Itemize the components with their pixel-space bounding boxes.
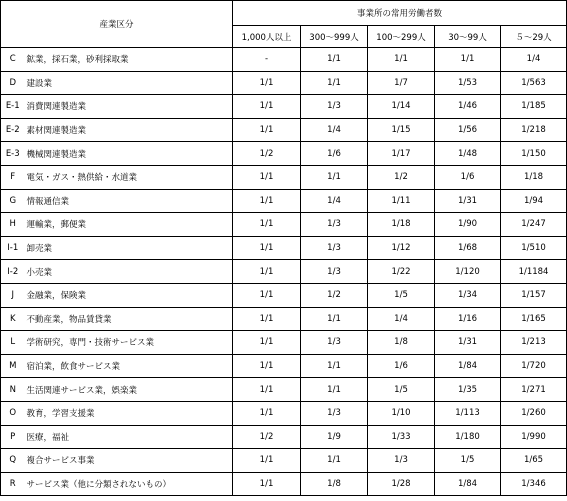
table-row bbox=[1, 71, 567, 95]
sampling-rate-cell: 1/1 bbox=[233, 283, 301, 307]
sampling-rate-cell: 1/1 bbox=[301, 48, 368, 72]
sampling-rate-cell: 1/3 bbox=[301, 236, 368, 260]
sampling-rate-cell: 1/1 bbox=[233, 449, 301, 473]
sampling-rate-cell: 1/4 bbox=[368, 307, 435, 331]
size-column-header: 1,000人以上 bbox=[233, 26, 301, 48]
table-row bbox=[1, 307, 567, 331]
sampling-rate-cell: 1/8 bbox=[368, 331, 435, 355]
sampling-rate-cell: 1/247 bbox=[501, 213, 567, 237]
sampling-rate-cell: 1/1 bbox=[301, 71, 368, 95]
sampling-rate-cell: 1/1 bbox=[301, 378, 368, 402]
sampling-rate-cell: 1/3 bbox=[368, 449, 435, 473]
sampling-rate-cell: 1/84 bbox=[435, 472, 501, 496]
industry-name: 鉱業，採石業，砂利採取業 bbox=[25, 48, 233, 72]
industry-code: O bbox=[1, 401, 25, 425]
industry-name: サービス業（他に分類されないもの） bbox=[25, 472, 233, 496]
sampling-rate-cell: 1/11 bbox=[368, 189, 435, 213]
sampling-rate-cell: 1/1 bbox=[233, 331, 301, 355]
table-row bbox=[1, 283, 567, 307]
sampling-rate-cell: 1/1 bbox=[233, 307, 301, 331]
sampling-rate-cell: 1/3 bbox=[301, 95, 368, 119]
sampling-rate-cell: 1/2 bbox=[368, 165, 435, 189]
sampling-rate-cell: 1/1 bbox=[233, 189, 301, 213]
industry-code: I-2 bbox=[1, 260, 25, 284]
sampling-rate-cell: 1/150 bbox=[501, 142, 567, 166]
sampling-rate-cell: 1/1 bbox=[233, 95, 301, 119]
sampling-rate-cell: 1/3 bbox=[301, 260, 368, 284]
sampling-rate-cell: 1/1 bbox=[233, 354, 301, 378]
industry-code: K bbox=[1, 307, 25, 331]
sampling-rate-cell: 1/5 bbox=[435, 449, 501, 473]
sampling-rate-cell: 1/157 bbox=[501, 283, 567, 307]
sampling-rate-cell: 1/990 bbox=[501, 425, 567, 449]
table-row bbox=[1, 189, 567, 213]
sampling-rate-cell: 1/14 bbox=[368, 95, 435, 119]
table-row bbox=[1, 236, 567, 260]
sampling-rate-cell: 1/7 bbox=[368, 71, 435, 95]
sampling-rate-cell: 1/5 bbox=[368, 283, 435, 307]
sampling-rate-cell: 1/90 bbox=[435, 213, 501, 237]
sampling-rate-cell: 1/260 bbox=[501, 401, 567, 425]
table-body bbox=[1, 48, 567, 496]
sampling-rate-cell: - bbox=[233, 48, 301, 72]
industry-name: 宿泊業，飲食サービス業 bbox=[25, 354, 233, 378]
sampling-rate-cell: 1/113 bbox=[435, 401, 501, 425]
sampling-rate-cell: 1/31 bbox=[435, 331, 501, 355]
sampling-rate-cell: 1/56 bbox=[435, 118, 501, 142]
sampling-rate-cell: 1/15 bbox=[368, 118, 435, 142]
table-row bbox=[1, 425, 567, 449]
sampling-rate-cell: 1/1 bbox=[301, 165, 368, 189]
industry-name: 運輸業，郵便業 bbox=[25, 213, 233, 237]
sampling-rate-cell: 1/2 bbox=[301, 283, 368, 307]
table-row bbox=[1, 354, 567, 378]
sampling-rate-cell: 1/1 bbox=[233, 165, 301, 189]
sampling-rate-cell: 1/185 bbox=[501, 95, 567, 119]
sampling-rate-cell: 1/6 bbox=[301, 142, 368, 166]
sampling-rate-cell: 1/2 bbox=[233, 142, 301, 166]
industry-code: E-3 bbox=[1, 142, 25, 166]
industry-code: E-1 bbox=[1, 95, 25, 119]
size-column-header: 300～999人 bbox=[301, 26, 368, 48]
industry-code: P bbox=[1, 425, 25, 449]
sampling-rate-cell: 1/33 bbox=[368, 425, 435, 449]
sampling-rate-cell: 1/1 bbox=[301, 449, 368, 473]
sampling-rate-cell: 1/48 bbox=[435, 142, 501, 166]
industry-name: 教育，学習支援業 bbox=[25, 401, 233, 425]
sampling-rate-cell: 1/31 bbox=[435, 189, 501, 213]
table-row bbox=[1, 378, 567, 402]
sampling-rate-cell: 1/1184 bbox=[501, 260, 567, 284]
sampling-rate-cell: 1/9 bbox=[301, 425, 368, 449]
sampling-rate-cell: 1/271 bbox=[501, 378, 567, 402]
industry-name: 電気・ガス・熱供給・水道業 bbox=[25, 165, 233, 189]
table-row bbox=[1, 401, 567, 425]
industry-name: 機械関連製造業 bbox=[25, 142, 233, 166]
sampling-rate-cell: 1/218 bbox=[501, 118, 567, 142]
industry-name: 卸売業 bbox=[25, 236, 233, 260]
industry-code: N bbox=[1, 378, 25, 402]
sampling-rate-cell: 1/6 bbox=[435, 165, 501, 189]
sampling-rate-cell: 1/3 bbox=[301, 331, 368, 355]
industry-name: 情報通信業 bbox=[25, 189, 233, 213]
sampling-rate-cell: 1/17 bbox=[368, 142, 435, 166]
sampling-rate-cell: 1/1 bbox=[301, 307, 368, 331]
sampling-rate-cell: 1/563 bbox=[501, 71, 567, 95]
size-column-header: ５～29人 bbox=[501, 26, 567, 48]
sampling-rate-cell: 1/1 bbox=[233, 118, 301, 142]
table-row bbox=[1, 331, 567, 355]
industry-name: 不動産業，物品賃貸業 bbox=[25, 307, 233, 331]
sampling-rate-cell: 1/165 bbox=[501, 307, 567, 331]
sampling-rate-cell: 1/16 bbox=[435, 307, 501, 331]
industry-name: 小売業 bbox=[25, 260, 233, 284]
sampling-rate-cell: 1/6 bbox=[368, 354, 435, 378]
sampling-rate-cell: 1/5 bbox=[368, 378, 435, 402]
sampling-rate-cell: 1/1 bbox=[368, 48, 435, 72]
industry-code: E-2 bbox=[1, 118, 25, 142]
sampling-rate-cell: 1/4 bbox=[301, 118, 368, 142]
table-row bbox=[1, 118, 567, 142]
sampling-rate-cell: 1/8 bbox=[301, 472, 368, 496]
sampling-rate-cell: 1/1 bbox=[233, 472, 301, 496]
sampling-rate-cell: 1/3 bbox=[301, 213, 368, 237]
sampling-rate-cell: 1/65 bbox=[501, 449, 567, 473]
size-column-header: 100～299人 bbox=[368, 26, 435, 48]
sampling-rate-cell: 1/35 bbox=[435, 378, 501, 402]
industry-code: M bbox=[1, 354, 25, 378]
table-row bbox=[1, 165, 567, 189]
industry-name: 金融業，保険業 bbox=[25, 283, 233, 307]
sampling-rate-cell: 1/34 bbox=[435, 283, 501, 307]
industry-code: H bbox=[1, 213, 25, 237]
establishment-size-header: 事業所の常用労働者数 bbox=[233, 1, 567, 26]
industry-code: R bbox=[1, 472, 25, 496]
industry-code: G bbox=[1, 189, 25, 213]
sampling-rate-cell: 1/213 bbox=[501, 331, 567, 355]
industry-code: J bbox=[1, 283, 25, 307]
industry-code: F bbox=[1, 165, 25, 189]
industry-code: I-1 bbox=[1, 236, 25, 260]
sampling-rate-cell: 1/18 bbox=[368, 213, 435, 237]
sampling-rate-cell: 1/720 bbox=[501, 354, 567, 378]
table-row bbox=[1, 48, 567, 72]
sampling-rate-cell: 1/12 bbox=[368, 236, 435, 260]
table-row bbox=[1, 213, 567, 237]
industry-name: 医療，福祉 bbox=[25, 425, 233, 449]
industry-code: C bbox=[1, 48, 25, 72]
sampling-rate-cell: 1/1 bbox=[301, 354, 368, 378]
sampling-rate-cell: 1/94 bbox=[501, 189, 567, 213]
size-column-header: 30～99人 bbox=[435, 26, 501, 48]
table-row bbox=[1, 449, 567, 473]
sampling-rate-cell: 1/180 bbox=[435, 425, 501, 449]
industry-header: 産業区分 bbox=[1, 1, 233, 48]
industry-name: 素材関連製造業 bbox=[25, 118, 233, 142]
industry-name: 複合サービス事業 bbox=[25, 449, 233, 473]
sampling-rate-cell: 1/1 bbox=[233, 378, 301, 402]
sampling-rate-cell: 1/1 bbox=[233, 71, 301, 95]
industry-code: Q bbox=[1, 449, 25, 473]
sampling-rate-cell: 1/2 bbox=[233, 425, 301, 449]
sampling-rate-cell: 1/346 bbox=[501, 472, 567, 496]
sampling-rate-cell: 1/53 bbox=[435, 71, 501, 95]
sampling-rate-cell: 1/4 bbox=[501, 48, 567, 72]
table-row bbox=[1, 142, 567, 166]
sampling-rate-cell: 1/1 bbox=[233, 236, 301, 260]
industry-code: L bbox=[1, 331, 25, 355]
industry-name: 生活関連サービス業，娯楽業 bbox=[25, 378, 233, 402]
sampling-rate-cell: 1/120 bbox=[435, 260, 501, 284]
industry-name: 消費関連製造業 bbox=[25, 95, 233, 119]
industry-name: 学術研究，専門・技術サービス業 bbox=[25, 331, 233, 355]
sampling-rate-cell: 1/3 bbox=[301, 401, 368, 425]
sampling-rate-cell: 1/84 bbox=[435, 354, 501, 378]
industry-name: 建設業 bbox=[25, 71, 233, 95]
sampling-rate-cell: 1/4 bbox=[301, 189, 368, 213]
sampling-rate-cell: 1/18 bbox=[501, 165, 567, 189]
table-row bbox=[1, 260, 567, 284]
table-row bbox=[1, 95, 567, 119]
table-row bbox=[1, 472, 567, 496]
sampling-rate-cell: 1/46 bbox=[435, 95, 501, 119]
sampling-rate-cell: 1/1 bbox=[435, 48, 501, 72]
sampling-rate-cell: 1/1 bbox=[233, 213, 301, 237]
sampling-rate-cell: 1/1 bbox=[233, 401, 301, 425]
sampling-rate-cell: 1/22 bbox=[368, 260, 435, 284]
sampling-rate-cell: 1/28 bbox=[368, 472, 435, 496]
sampling-rate-cell: 1/68 bbox=[435, 236, 501, 260]
industry-code: D bbox=[1, 71, 25, 95]
sampling-rate-cell: 1/1 bbox=[233, 260, 301, 284]
sampling-rate-cell: 1/10 bbox=[368, 401, 435, 425]
sampling-rate-cell: 1/510 bbox=[501, 236, 567, 260]
